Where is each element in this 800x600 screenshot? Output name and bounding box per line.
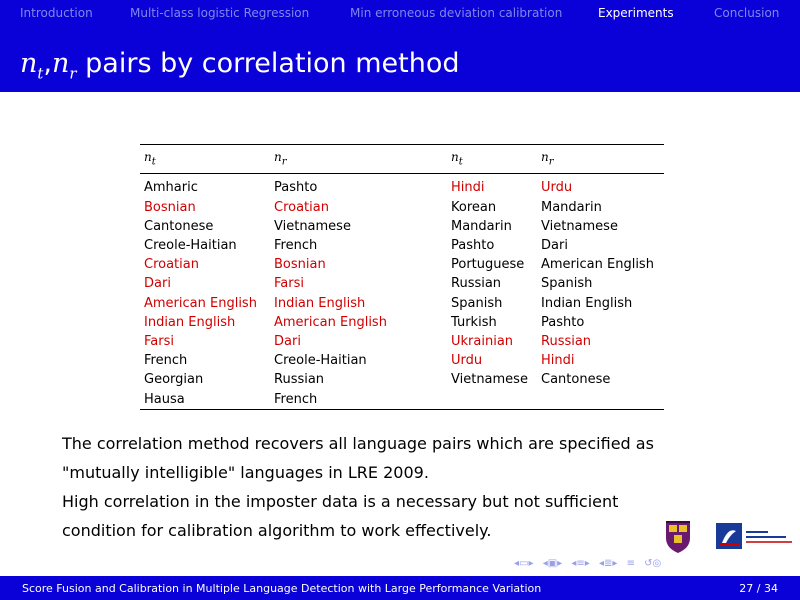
table-cell: Mandarin [451,218,512,234]
table-cell: Ukrainian [451,333,514,349]
table-cell: American English [274,314,387,330]
nav-align-icon[interactable]: ≡ [626,558,635,569]
table-cell: Creole-Haitian [274,353,367,369]
table-row [140,389,664,408]
nav-item-introduction[interactable]: Introduction [20,6,93,20]
nav-item-multiclass-logistic-regression[interactable]: Multi-class logistic Regression [130,6,310,20]
table-cell: Spanish [451,295,503,311]
nav-section-arrow-icon[interactable]: ◂≣▸ [598,558,618,569]
table-cell: Cantonese [541,372,611,388]
table-body [140,174,664,409]
table-cell: Farsi [144,333,174,349]
paragraph-line: condition for calibration algorithm to work effectively. [62,521,492,540]
table-row [140,351,664,370]
paragraph-correlation-method [62,429,654,487]
paragraph-line: "mutually intelligible" languages in LRE 2009. [62,463,429,482]
table-cell: Urdu [541,180,573,196]
table-cell: Pashto [451,238,495,254]
table-cell: Amharic [144,180,198,196]
table-row [140,255,664,274]
table-cell: Portuguese [451,257,525,273]
nav-subsection-arrow-icon[interactable]: ◂≡▸ [571,558,590,569]
table-cell: American English [144,295,257,311]
table-cell [447,389,537,408]
nav-frame-arrow-icon[interactable]: ◂▣▸ [542,558,563,569]
table-cell: Croatian [144,257,199,273]
nav-item-min-erroneous-deviation[interactable]: Min erroneous deviation calibration [350,6,563,20]
nav-item-experiments[interactable]: Experiments [598,6,674,20]
institute-logo [714,519,798,553]
table-cell: French [144,353,188,369]
table-cell: American English [541,257,654,273]
table-cell: Dari [274,333,301,349]
table-cell: Croatian [274,199,329,215]
table-cell: Spanish [541,276,593,292]
table-cell: Indian English [541,295,633,311]
table-cell: Vietnamese [274,218,351,234]
table-cell: Cantonese [144,218,214,234]
nav-search-icon[interactable]: ↺◎ [644,558,662,569]
table-row [140,274,664,293]
table-cell: Georgian [144,372,204,388]
paragraph-line: High correlation in the imposter data is a necessary but not sufficient [62,492,619,511]
table-header-row [140,145,664,174]
header-nt-left: $n_t$ [140,145,270,174]
table-cell: Turkish [451,314,497,330]
frame-title: $n_t,n_r$ pairs by correlation method [20,48,460,83]
nav-item-conclusion[interactable]: Conclusion [714,6,780,20]
table-cell: Dari [541,238,568,254]
table-row [140,174,664,198]
university-crest-logo [664,520,692,554]
table-cell: Pashto [274,180,318,196]
section-navigation-bar [0,0,800,28]
table-cell: Indian English [144,314,236,330]
table-row [140,217,664,236]
table-row [140,370,664,389]
header-nr-left: $n_r$ [270,145,447,174]
table-cell: Dari [144,276,171,292]
table-cell: Mandarin [541,199,602,215]
header-nt-right: $n_t$ [447,145,537,174]
table-row [140,236,664,255]
table-row [140,332,664,351]
table-cell: Hindi [451,180,485,196]
table-cell [537,389,664,408]
table-cell: Russian [274,372,325,388]
header-nr-right: $n_r$ [537,145,664,174]
language-pairs-table [140,144,664,410]
table-cell: Bosnian [144,199,196,215]
paragraph-high-correlation [62,487,618,545]
paragraph-line: The correlation method recovers all language pairs which are specified as [62,434,654,453]
table-cell: Indian English [274,295,366,311]
table-cell: Hindi [541,353,575,369]
table-row [140,294,664,313]
table-cell: French [274,238,318,254]
table-row [140,313,664,332]
table-cell: Vietnamese [541,218,618,234]
table-cell: Russian [451,276,502,292]
table-cell: French [274,391,318,407]
page-number: 27 / 34 [739,582,778,595]
table-cell: Hausa [144,391,185,407]
table-cell: Russian [541,333,592,349]
table-cell: Korean [451,199,497,215]
table-cell: Farsi [274,276,304,292]
table-cell: Bosnian [274,257,326,273]
footer-bar [0,576,800,600]
table-row [140,198,664,217]
table-cell: Pashto [541,314,585,330]
table-cell: Vietnamese [451,372,528,388]
table-cell: Creole-Haitian [144,238,237,254]
beamer-navigation-controls [514,558,794,572]
footer-title: Score Fusion and Calibration in Multiple Language Detection with Large Performance Variation [22,582,542,595]
table-cell: Urdu [451,353,483,369]
nav-first-arrow-icon[interactable]: ◂▭▸ [514,558,534,569]
